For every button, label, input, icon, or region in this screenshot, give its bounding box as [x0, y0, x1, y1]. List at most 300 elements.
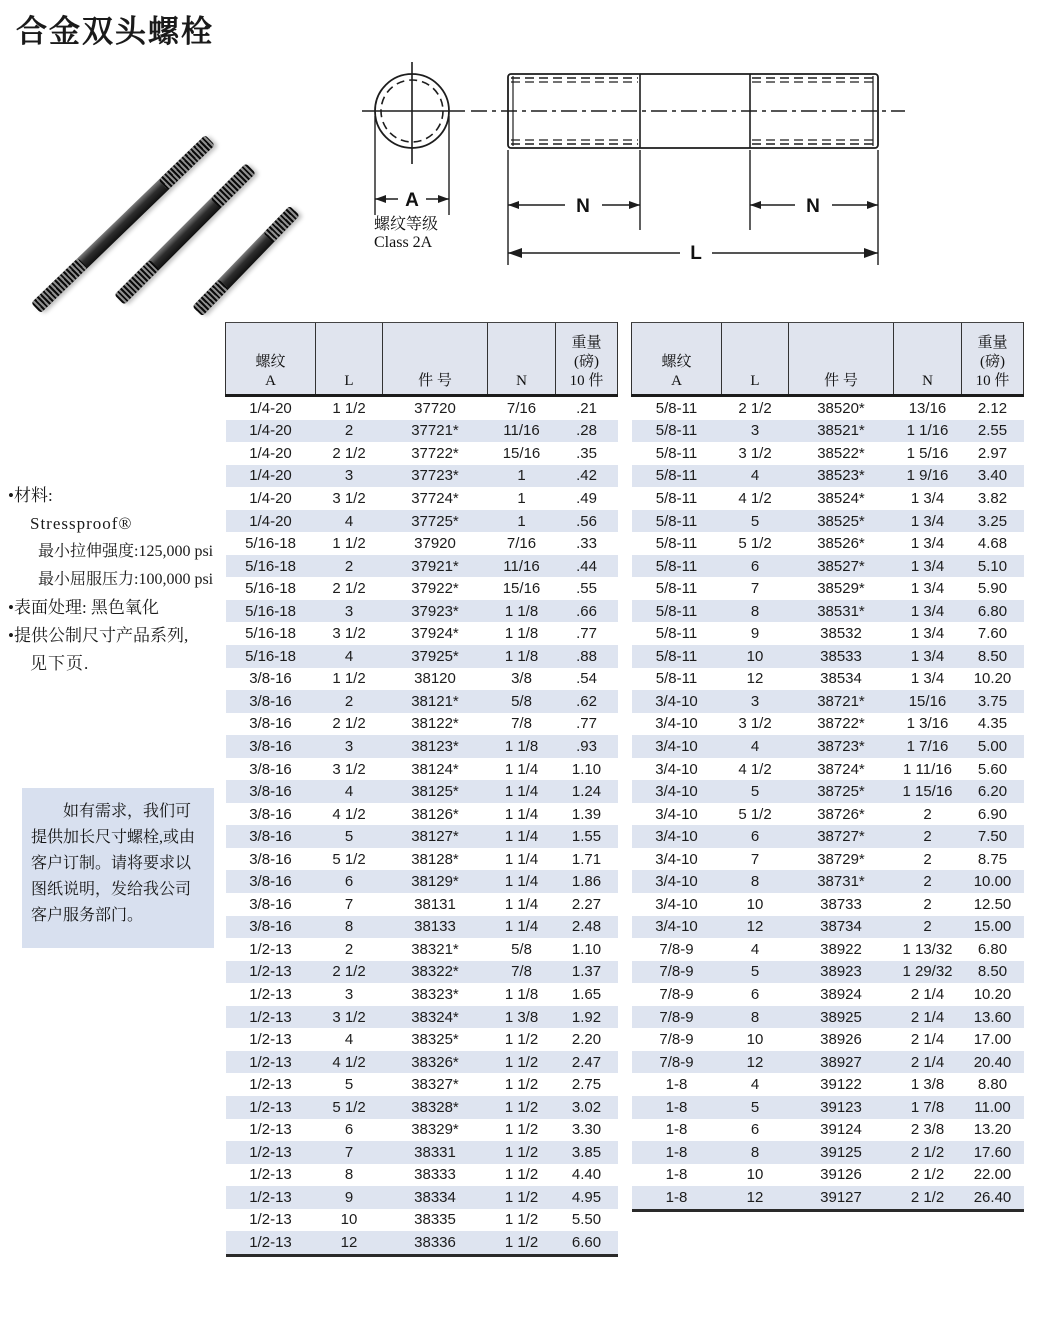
table-cell: 4: [722, 465, 789, 488]
table-cell: 38527*: [789, 555, 894, 578]
table-cell: 3/4-10: [655, 715, 698, 733]
table-cell: 5: [722, 510, 789, 533]
table-cell: 4: [344, 1031, 354, 1049]
table-cell: 2 1/2: [738, 399, 772, 417]
table-cell: 10: [746, 1031, 764, 1049]
table-cell: 2: [894, 870, 962, 893]
table-row: [226, 803, 618, 826]
table-cell: 1 1/4: [488, 870, 556, 893]
table-cell: 10: [722, 645, 789, 668]
table-cell: 1-8: [665, 1076, 688, 1094]
table-row: [226, 577, 618, 600]
table-cell: 38923: [789, 961, 894, 984]
table-cell: 1-8: [665, 1166, 688, 1184]
table-cell: 38726*: [817, 805, 865, 823]
table-cell: 5/8-11: [632, 420, 722, 443]
table-cell: 6: [316, 870, 383, 893]
table-cell: 9: [750, 625, 760, 643]
table-cell: 1 3/8: [910, 1076, 945, 1094]
table-row: [226, 1096, 618, 1119]
table-cell: 38334: [383, 1186, 488, 1209]
table-cell: 1 3/4: [910, 625, 945, 643]
thread-class-value: Class 2A: [374, 234, 433, 251]
table-cell: 8.50: [962, 645, 1024, 668]
col-header-n: N: [894, 323, 962, 396]
stud-table-right: [631, 322, 1024, 1212]
table-cell: .62: [556, 690, 618, 713]
table-cell: 6.20: [962, 780, 1024, 803]
table-row: [226, 893, 618, 916]
table-cell: 5/8-11: [655, 489, 698, 507]
table-cell: 38120: [414, 670, 456, 688]
table-cell: 1 1/4: [488, 780, 556, 803]
table-row: [632, 465, 1024, 488]
table-cell: 3/4-10: [632, 780, 722, 803]
table-cell: 4 1/2: [332, 805, 366, 823]
table-cell: 38122*: [411, 715, 459, 733]
table-row: [632, 622, 1024, 645]
table-cell: .54: [576, 670, 597, 688]
table-cell: 1 1/2: [504, 1166, 539, 1184]
col-header-n: N: [488, 323, 556, 396]
table-cell: 1/2-13: [226, 961, 316, 984]
table-row: [226, 668, 618, 691]
table-row: [632, 600, 1024, 623]
table-cell: 6.80: [962, 600, 1024, 623]
table-cell: 1/4-20: [226, 465, 316, 488]
table-cell: 1/2-13: [226, 1141, 316, 1164]
table-cell: 5: [722, 780, 789, 803]
table-cell: 5/16-18: [226, 600, 316, 623]
table-cell: 10.00: [962, 870, 1024, 893]
table-cell: 1 3/4: [894, 555, 962, 578]
table-cell: 1 5/16: [906, 444, 949, 462]
table-cell: 3: [722, 690, 789, 713]
table-cell: 8: [722, 1006, 789, 1029]
table-row: [632, 442, 1024, 465]
tensile-strength: 最小拉伸强度:125,000 psi: [38, 543, 214, 560]
table-cell: 1-8: [632, 1141, 722, 1164]
table-row: [226, 848, 618, 871]
table-cell: 3 1/2: [738, 444, 772, 462]
table-cell: 38129*: [383, 870, 488, 893]
table-row: [632, 1006, 1024, 1029]
table-cell: 39125: [789, 1141, 894, 1164]
table-cell: 38522*: [817, 444, 865, 462]
table-row: [632, 1096, 1024, 1119]
table-cell: 20.40: [962, 1051, 1024, 1074]
col-header-thread: 螺纹 A: [226, 323, 316, 396]
table-cell: 1 3/4: [910, 580, 945, 598]
col-header-weight: 重量 (磅) 10 件: [962, 323, 1024, 396]
col-header-weight: 重量 (磅) 10 件: [556, 323, 618, 396]
table-cell: 38721*: [789, 690, 894, 713]
table-cell: 6: [722, 825, 789, 848]
table-row: [632, 1186, 1024, 1210]
table-cell: 5: [722, 1096, 789, 1119]
table-cell: 7.60: [977, 625, 1008, 643]
table-cell: 38525*: [789, 510, 894, 533]
table-cell: 38128*: [411, 850, 459, 868]
dim-label-n-left: N: [576, 196, 590, 217]
table-cell: 1/2-13: [249, 1211, 292, 1229]
table-cell: 38925: [789, 1006, 894, 1029]
table-cell: 7/8-9: [632, 1051, 722, 1074]
table-cell: 5/8-11: [655, 444, 698, 462]
table-cell: 39122: [820, 1076, 862, 1094]
table-cell: 38125*: [383, 780, 488, 803]
col-header-length: L: [722, 323, 789, 396]
table-cell: 3: [316, 735, 383, 758]
table-cell: 5 1/2: [332, 850, 366, 868]
table-row: [226, 780, 618, 803]
table-cell: 1/2-13: [226, 1231, 316, 1255]
table-cell: 5: [344, 1076, 354, 1094]
table-cell: 5/8-11: [632, 645, 722, 668]
table-cell: 10.20: [973, 985, 1012, 1003]
table-cell: 4.95: [556, 1186, 618, 1209]
table-cell: 4 1/2: [738, 489, 772, 507]
table-cell: 38324*: [383, 1006, 488, 1029]
table-cell: 3/4-10: [655, 805, 698, 823]
table-cell: 1: [488, 510, 556, 533]
table-cell: 3/4-10: [632, 735, 722, 758]
table-row: [226, 938, 618, 961]
table-cell: 37724*: [411, 489, 459, 507]
table-cell: 1 9/16: [894, 465, 962, 488]
table-cell: 37720: [414, 399, 456, 417]
table-cell: 2: [923, 805, 932, 823]
table-cell: 12: [722, 916, 789, 939]
table-cell: 3/4-10: [632, 825, 722, 848]
table-cell: 7: [750, 850, 760, 868]
table-cell: 1 1/4: [504, 895, 539, 913]
table-cell: 2.55: [962, 420, 1024, 443]
table-cell: 38322*: [383, 961, 488, 984]
table-cell: 1.92: [556, 1006, 618, 1029]
table-cell: 5/16-18: [245, 625, 296, 643]
table-row: [226, 1186, 618, 1209]
table-cell: 1 1/2: [488, 1141, 556, 1164]
table-cell: 1 1/2: [332, 535, 366, 553]
table-row: [226, 1141, 618, 1164]
table-cell: 1 1/2: [504, 1076, 539, 1094]
table-cell: 5/8: [488, 690, 556, 713]
table-cell: 38922: [820, 940, 862, 958]
yield-strength: 最小屈服压力:100,000 psi: [38, 571, 214, 588]
table-cell: 1: [488, 465, 556, 488]
table-cell: 2.97: [977, 444, 1008, 462]
table-row: [226, 961, 618, 984]
table-cell: 10: [746, 895, 764, 913]
table-cell: 4: [316, 510, 383, 533]
table-cell: 12: [316, 1231, 383, 1255]
table-row: [226, 645, 618, 668]
table-cell: 3 1/2: [332, 489, 366, 507]
table-cell: 1.55: [556, 825, 618, 848]
table-cell: 1 1/4: [504, 760, 539, 778]
metric-note-line1: •提供公制尺寸产品系列,: [8, 626, 189, 645]
table-cell: 5/8-11: [655, 535, 698, 553]
spec-list: [8, 482, 223, 678]
table-cell: 2.12: [977, 399, 1008, 417]
table-cell: 5.60: [977, 760, 1008, 778]
table-cell: 38336: [383, 1231, 488, 1255]
table-cell: 1.10: [571, 940, 602, 958]
table-cell: 38722*: [817, 715, 865, 733]
table-cell: 3/4-10: [655, 895, 698, 913]
table-cell: 37925*: [383, 645, 488, 668]
table-cell: 8: [722, 1141, 789, 1164]
table-cell: 1-8: [632, 1096, 722, 1119]
table-row: [632, 510, 1024, 533]
table-cell: 38127*: [383, 825, 488, 848]
table-row: [226, 555, 618, 578]
table-cell: 4: [722, 735, 789, 758]
table-cell: 5/8-11: [632, 600, 722, 623]
table-cell: 1 1/4: [488, 916, 556, 939]
table-cell: 7/8-9: [632, 961, 722, 984]
table-cell: 13.60: [962, 1006, 1024, 1029]
table-cell: 38329*: [411, 1121, 459, 1139]
table-cell: 38924: [820, 985, 862, 1003]
table-cell: 4.68: [977, 535, 1008, 553]
table-cell: 1 1/2: [504, 1211, 539, 1229]
table-cell: 37723*: [383, 465, 488, 488]
table-cell: 1 11/16: [903, 760, 952, 778]
table-cell: 37922*: [411, 580, 459, 598]
table-cell: 1/4-20: [249, 489, 292, 507]
table-cell: 1/2-13: [249, 1121, 292, 1139]
table-row: [226, 1073, 618, 1096]
col-header-thread: 螺纹 A: [632, 323, 722, 396]
table-row: [226, 465, 618, 488]
table-cell: 38524*: [817, 489, 865, 507]
table-cell: 7/8-9: [632, 1006, 722, 1029]
table-cell: 1 7/8: [894, 1096, 962, 1119]
table-cell: 2 1/4: [894, 1006, 962, 1029]
table-row: [632, 690, 1024, 713]
table-cell: 38121*: [383, 690, 488, 713]
table-cell: .88: [556, 645, 618, 668]
table-row: [226, 1006, 618, 1029]
table-cell: 2 1/4: [910, 985, 945, 1003]
metric-note-line2: 见下页.: [30, 654, 90, 673]
table-row: [632, 735, 1024, 758]
table-cell: 1 1/4: [488, 825, 556, 848]
table-cell: 1 3/4: [910, 535, 945, 553]
table-cell: 15/16: [502, 580, 541, 598]
table-cell: 1/2-13: [249, 940, 292, 958]
table-cell: 1 1/8: [488, 735, 556, 758]
table-row: [226, 758, 618, 781]
table-cell: .21: [576, 399, 597, 417]
table-cell: 38534: [820, 670, 862, 688]
table-cell: 13.20: [973, 1121, 1012, 1139]
table-row: [632, 668, 1024, 691]
table-row: [632, 487, 1024, 510]
table-cell: 39126: [820, 1166, 862, 1184]
table-cell: 1.10: [571, 760, 602, 778]
table-cell: 1 1/2: [488, 1231, 556, 1255]
stud-table-left: [225, 322, 618, 1257]
table-cell: 3/8-16: [226, 735, 316, 758]
table-row: [632, 713, 1024, 736]
stud-image-medium: [114, 163, 255, 304]
table-cell: 22.00: [973, 1166, 1012, 1184]
table-cell: 1 3/4: [910, 670, 945, 688]
table-cell: 5/8-11: [655, 580, 698, 598]
table-cell: 12: [722, 1186, 789, 1210]
table-cell: 3/4-10: [655, 850, 698, 868]
table-cell: 13/16: [908, 399, 947, 417]
table-cell: 1 1/2: [488, 1096, 556, 1119]
table-row: [632, 870, 1024, 893]
table-cell: 2.48: [556, 916, 618, 939]
table-cell: 7/16: [506, 399, 537, 417]
table-cell: 38133: [383, 916, 488, 939]
table-cell: .28: [556, 420, 618, 443]
table-cell: 12.50: [973, 895, 1012, 913]
table-row: [632, 848, 1024, 871]
table-cell: 5 1/2: [738, 805, 772, 823]
table-cell: 1 1/4: [504, 805, 539, 823]
table-cell: 3/8: [511, 670, 532, 688]
table-cell: 39127: [789, 1186, 894, 1210]
table-cell: 38734: [789, 916, 894, 939]
table-cell: 38523*: [789, 465, 894, 488]
table-cell: 1 1/2: [488, 1186, 556, 1209]
table-cell: 5/8-11: [655, 625, 698, 643]
table-cell: 1.71: [571, 850, 602, 868]
table-cell: 17.60: [962, 1141, 1024, 1164]
table-cell: 1 1/8: [488, 645, 556, 668]
table-cell: 7: [316, 1141, 383, 1164]
table-row: [226, 600, 618, 623]
table-cell: 1/2-13: [226, 1051, 316, 1074]
table-cell: 3 1/2: [332, 760, 366, 778]
table-cell: .77: [576, 625, 597, 643]
table-row: [226, 690, 618, 713]
table-cell: 1/2-13: [226, 1186, 316, 1209]
table-cell: 37923*: [383, 600, 488, 623]
table-cell: 12: [746, 670, 764, 688]
table-cell: .93: [556, 735, 618, 758]
table-cell: 1 1/8: [488, 600, 556, 623]
table-cell: 5/16-18: [245, 535, 296, 553]
table-cell: 1 1/2: [504, 1121, 539, 1139]
stud-image-short: [192, 206, 299, 316]
table-row: [632, 645, 1024, 668]
table-cell: 11/16: [488, 420, 556, 443]
table-cell: 6: [344, 1121, 354, 1139]
table-cell: 2 1/2: [332, 580, 366, 598]
table-cell: 1/2-13: [226, 1096, 316, 1119]
table-row: [226, 532, 618, 555]
table-cell: 2: [344, 940, 354, 958]
table-cell: 38927: [789, 1051, 894, 1074]
table-cell: 3/8-16: [226, 825, 316, 848]
table-cell: 38331: [383, 1141, 488, 1164]
table-cell: 5/8-11: [632, 510, 722, 533]
table-cell: 2: [894, 916, 962, 939]
table-cell: 3/8-16: [249, 670, 292, 688]
table-cell: 7/8-9: [659, 1031, 694, 1049]
product-photo: [8, 62, 338, 290]
table-cell: 5: [316, 825, 383, 848]
table-cell: 2.20: [571, 1031, 602, 1049]
table-cell: 3.30: [571, 1121, 602, 1139]
table-cell: 2 1/4: [910, 1031, 945, 1049]
table-cell: 5.50: [571, 1211, 602, 1229]
table-cell: 38325*: [411, 1031, 459, 1049]
table-cell: 7/8: [488, 961, 556, 984]
table-cell: 2.47: [556, 1051, 618, 1074]
table-row: [632, 1051, 1024, 1074]
table-cell: 38124*: [411, 760, 459, 778]
table-cell: 8.75: [977, 850, 1008, 868]
table-cell: 7/8: [511, 715, 532, 733]
table-cell: 26.40: [962, 1186, 1024, 1210]
table-cell: 7/8-9: [659, 985, 694, 1003]
table-cell: 1/4-20: [249, 444, 292, 462]
table-cell: 3: [316, 465, 383, 488]
table-cell: 38321*: [411, 940, 459, 958]
table-cell: 3/8-16: [226, 916, 316, 939]
table-cell: 1.24: [556, 780, 618, 803]
table-cell: 3/8-16: [226, 780, 316, 803]
table-cell: 1-8: [665, 1121, 688, 1139]
table-cell: 37725*: [383, 510, 488, 533]
table-row: [632, 803, 1024, 826]
table-cell: 15.00: [962, 916, 1024, 939]
table-cell: 38520*: [817, 399, 865, 417]
table-row: [632, 961, 1024, 984]
table-cell: 3.25: [962, 510, 1024, 533]
table-cell: 38533: [789, 645, 894, 668]
table-cell: 1/4-20: [226, 510, 316, 533]
table-cell: 39124: [820, 1121, 862, 1139]
table-cell: 1 1/8: [504, 625, 539, 643]
table-row: [226, 1164, 618, 1187]
table-cell: 5: [722, 961, 789, 984]
table-row: [226, 916, 618, 939]
table-row: [632, 1119, 1024, 1142]
table-cell: 1/2-13: [226, 1006, 316, 1029]
table-cell: 37721*: [383, 420, 488, 443]
table-row: [632, 938, 1024, 961]
table-cell: 1 7/16: [894, 735, 962, 758]
table-cell: 38126*: [411, 805, 459, 823]
table-row: [226, 622, 618, 645]
table-row: [226, 735, 618, 758]
table-cell: 3: [722, 420, 789, 443]
table-cell: 1/2-13: [249, 1031, 292, 1049]
table-cell: 3 1/2: [332, 625, 366, 643]
table-cell: 10: [340, 1211, 358, 1229]
table-cell: 1.86: [556, 870, 618, 893]
table-cell: 2.75: [571, 1076, 602, 1094]
table-cell: 1/2-13: [249, 1166, 292, 1184]
table-cell: 4 1/2: [316, 1051, 383, 1074]
table-cell: 3/4-10: [632, 916, 722, 939]
table-cell: 10: [746, 1166, 764, 1184]
table-cell: .55: [576, 580, 597, 598]
table-cell: 5/16-18: [245, 580, 296, 598]
table-cell: 38723*: [789, 735, 894, 758]
table-cell: 38727*: [789, 825, 894, 848]
table-row: [226, 420, 618, 443]
